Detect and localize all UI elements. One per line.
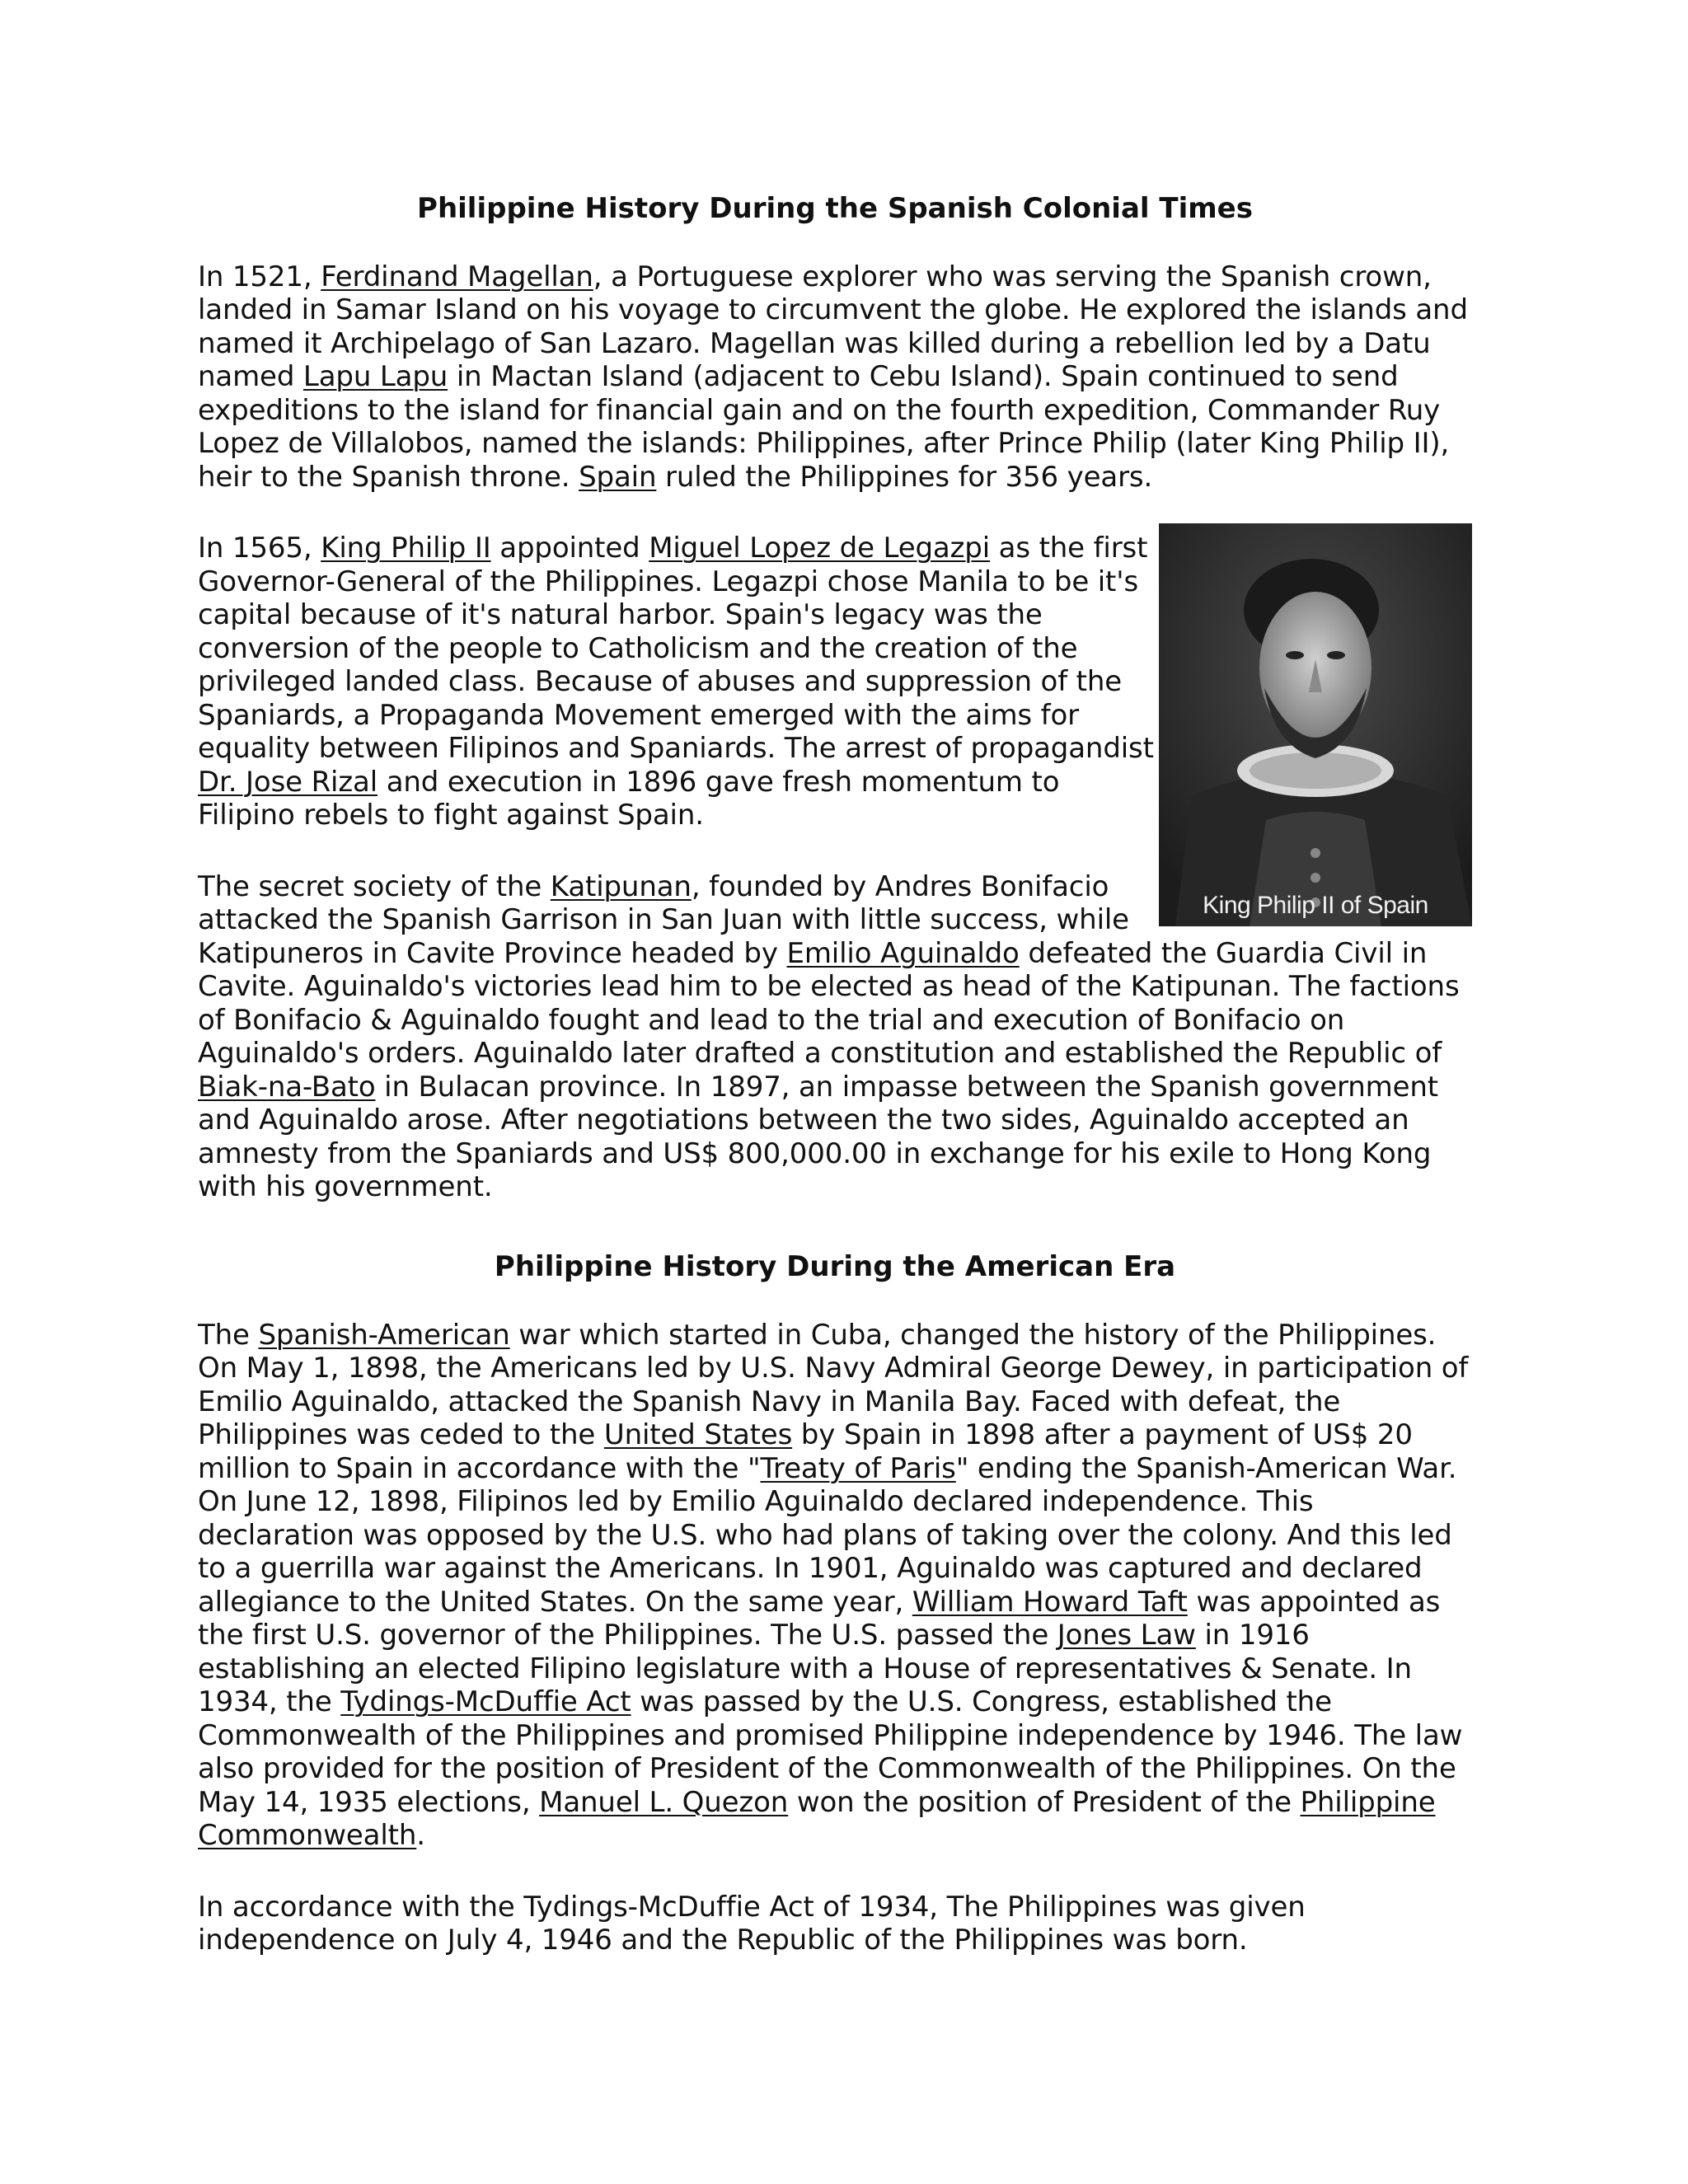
link-lapu-lapu[interactable]: Lapu Lapu	[302, 360, 448, 394]
text: ruled the Philippines for 356 years.	[656, 460, 1153, 494]
text: and execution in 1896 gave fresh momentum to Filipino rebels to fight against Spain.	[198, 765, 1060, 832]
link-biak-na-bato[interactable]: Biak-na-Bato	[198, 1070, 376, 1104]
link-jose-rizal[interactable]: Dr. Jose Rizal	[198, 765, 378, 799]
link-katipunan[interactable]: Katipunan	[550, 869, 692, 903]
text: .	[416, 1819, 425, 1853]
portrait-photo-icon	[1159, 523, 1472, 926]
portrait-caption: King Philip II of Spain	[1203, 892, 1428, 920]
link-emilio-aguinaldo[interactable]: Emilio Aguinaldo	[786, 936, 1020, 970]
page-title: Philippine History During the Spanish Colonial Times	[417, 192, 1253, 225]
link-manuel-quezon[interactable]: Manuel L. Quezon	[539, 1785, 789, 1819]
text: in Bulacan province. In 1897, an impasse between the Spanish government and Aguinaldo arose. After negotiations between the two sides, Aguinaldo accepted an amnesty from the Spaniards and US$ 800,000.00 in exchange for his exile to Hong Kong with his government.	[198, 1070, 1438, 1204]
link-tydings-mcduffie-act[interactable]: Tydings-McDuffie Act	[340, 1685, 631, 1719]
text: was appointed as the first U.S. governor of the Philippines. The U.S. passed the	[198, 1585, 1441, 1652]
link-jones-law[interactable]: Jones Law	[1057, 1619, 1196, 1652]
text: " ending the Spanish-American War. On June 12, 1898, Filipinos led by Emilio Aguinaldo declared independence. This declaration was opposed by the U.S. who had plans of taking over the colony. And this led to a guerrilla war against the Americans. In 1901, Aguinaldo was captured and declared allegiance to the United States. On the same year,	[198, 1451, 1457, 1619]
text: In 1565,	[198, 532, 321, 565]
text: won the position of President of the	[788, 1785, 1301, 1819]
paragraph-american-era	[198, 1319, 1472, 1853]
text: , a Portuguese explorer who was serving the Spanish crown, landed in Samar Island on his voyage to circumvent the globe. He explored the islands and named it Archipelago of San Lazaro. Magellan was killed during a rebellion led by a Datu named	[198, 260, 1468, 394]
text: as the first Governor-General of the Philippines. Legazpi chose Manila to be it's capital because of it's natural harbor. Spain's legacy was the conversion of the people to Catholicism and the creation of the privileged landed class. Because of abuses and suppression of the Spaniards, a Propaganda Movement emerged with the aims for equality between Filipinos and Spaniards. The arrest of propagandist	[198, 532, 1154, 766]
section-title-american-era: Philippine History During the American Era	[494, 1249, 1176, 1283]
text: war which started in Cuba, changed the history of the Philippines. On May 1, 1898, the Americans led by U.S. Navy Admiral George Dewey, in participation of Emilio Aguinaldo, attacked the Spanish Navy in Manila Bay. Faced with defeat, the Philippines was ceded to the	[198, 1318, 1469, 1452]
text: In accordance with the Tydings-McDuffie Act of 1934, The Philippines was given independence on July 4, 1946 and the Republic of the Philippines was born.	[198, 1890, 1306, 1957]
link-treaty-of-paris[interactable]: Treaty of Paris	[760, 1451, 956, 1485]
link-spain[interactable]: Spain	[579, 460, 657, 494]
text: , founded by Andres Bonifacio attacked the Spanish Garrison in San Juan with little success, while Katipuneros in Cavite Province headed by	[198, 869, 1129, 970]
paragraph-independence	[198, 1891, 1472, 1957]
text: defeated the Guardia Civil in Cavite. Aguinaldo's victories lead him to be elected as head of the Katipunan. The factions of Bonifacio & Aguinaldo fought and lead to the trial and execution of Bonifacio on Aguinaldo's orders. Aguinaldo later drafted a constitution and established the Republic of	[198, 936, 1460, 1071]
link-spanish-american[interactable]: Spanish-American	[258, 1318, 510, 1352]
text: The	[198, 1318, 259, 1352]
link-william-howard-taft[interactable]: William Howard Taft	[912, 1585, 1188, 1619]
text: was passed by the U.S. Congress, established the Commonwealth of the Philippines and promised Philippine independence by 1946. The law also provided for the position of President of the Commonwealth of the Philippines. On the May 14, 1935 elections,	[198, 1685, 1463, 1819]
link-miguel-lopez-de-legazpi[interactable]: Miguel Lopez de Legazpi	[649, 532, 991, 565]
text: in Mactan Island (adjacent to Cebu Island). Spain continued to send expeditions to the island for financial gain and on the fourth expedition, Commander Ruy Lopez de Villalobos, named the islands: Philippines, after Prince Philip (later King Philip II), heir to the Spanish throne.	[198, 360, 1450, 494]
link-ferdinand-magellan[interactable]: Ferdinand Magellan	[321, 260, 593, 293]
king-philip-portrait	[1159, 523, 1472, 926]
link-king-philip-ii[interactable]: King Philip II	[321, 532, 491, 565]
text: In 1521,	[198, 260, 321, 293]
paragraph-magellan	[198, 260, 1472, 494]
text: appointed	[490, 532, 649, 565]
text: The secret society of the	[198, 869, 551, 903]
text: by Spain in 1898 after a payment of US$ 20 million to Spain in accordance with the "	[198, 1418, 1413, 1485]
link-united-states[interactable]: United States	[603, 1418, 793, 1452]
link-philippine-commonwealth[interactable]: Philippine Commonwealth	[198, 1785, 1436, 1853]
text: in 1916 establishing an elected Filipino legislature with a House of representatives & Senate. In 1934, the	[198, 1619, 1412, 1719]
